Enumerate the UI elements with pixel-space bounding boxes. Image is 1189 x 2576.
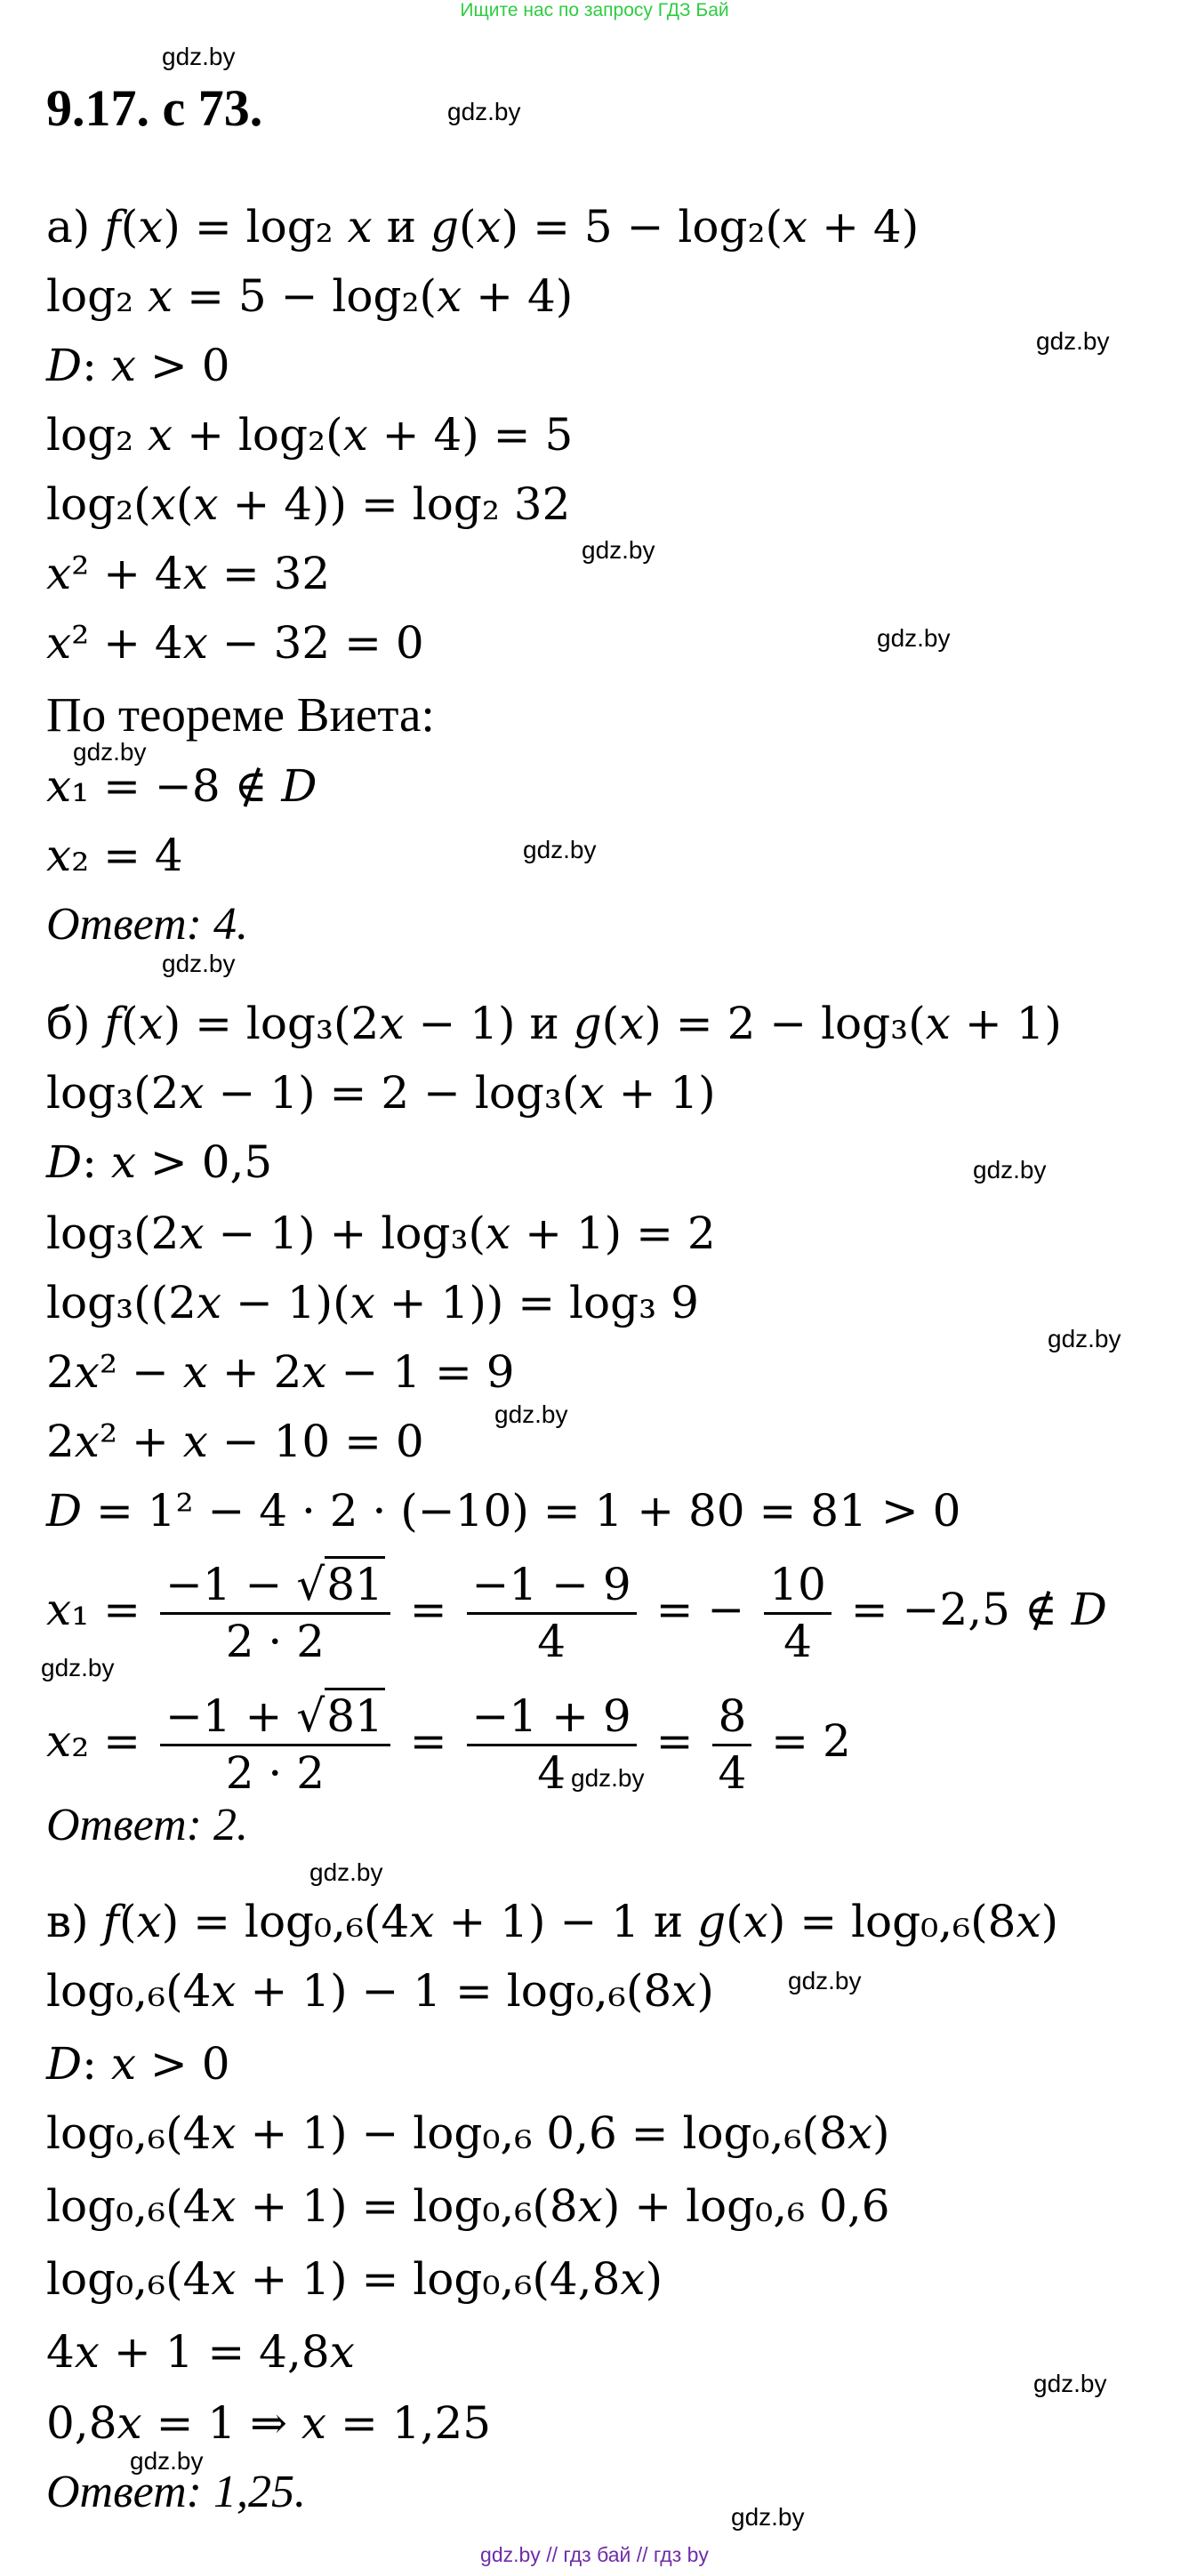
- part-b-root-2: 𝑥₂ = $\frac{-1 + √81}{2 \cdot 2}$ = $\frac{-1 + 9}{4}$ = $\frac{8}{4}$ = 2: [46, 1679, 851, 1803]
- part-c-step: log₀,₆(4𝑥 + 1) = log₀,₆(4,8𝑥): [46, 2253, 663, 2305]
- watermark: gdz.by: [447, 98, 521, 125]
- part-b-answer: Ответ: 2.: [46, 1800, 248, 1850]
- part-b-condition: б) 𝑓(𝑥) = log₃(2𝑥 − 1) и 𝑔(𝑥) = 2 − log₃(𝑥 + 1): [46, 998, 1062, 1049]
- part-a-root-1: 𝑥₁ = −8 ∉ 𝐷: [46, 760, 317, 812]
- exercise-title: 9.17. с 73.: [46, 79, 263, 137]
- radicand: 81: [325, 1688, 385, 1742]
- part-c-step: 4𝑥 + 1 = 4,8𝑥: [46, 2326, 355, 2378]
- part-b-step: log₃((2𝑥 − 1)(𝑥 + 1)) = log₃ 9: [46, 1277, 699, 1328]
- part-c-answer: Ответ: 1,25.: [46, 2467, 306, 2517]
- part-c-step: log₀,₆(4𝑥 + 1) = log₀,₆(8𝑥) + log₀,₆ 0,6: [46, 2180, 890, 2232]
- watermark: gdz.by: [973, 1156, 1047, 1184]
- root-lhs: 𝑥₁ =: [46, 1584, 141, 1635]
- part-c-step: log₀,₆(4𝑥 + 1) − log₀,₆ 0,6 = log₀,₆(8𝑥): [46, 2107, 890, 2159]
- part-b-step: 2𝑥² − 𝑥 + 2𝑥 − 1 = 9: [46, 1346, 515, 1398]
- part-c-domain: 𝐷: 𝑥 > 0: [46, 2038, 230, 2090]
- watermark: gdz.by: [1048, 1325, 1121, 1352]
- part-c-condition: в) 𝑓(𝑥) = log₀,₆(4𝑥 + 1) − 1 и 𝑔(𝑥) = log₀,₆(8𝑥): [46, 1896, 1059, 1947]
- part-b-discriminant: 𝐷 = 1² − 4 · 2 · (−10) = 1 + 80 = 81 > 0: [46, 1485, 961, 1537]
- part-a-condition: а) 𝑓(𝑥) = log₂ 𝑥 и 𝑔(𝑥) = 5 − log₂(𝑥 + 4): [46, 201, 920, 253]
- fraction: $\frac{-1 - √81}{2 \cdot 2}$: [160, 1561, 390, 1665]
- fraction: $\frac{-1 + 9}{4}$: [467, 1693, 637, 1796]
- part-b-step: log₃(2𝑥 − 1) + log₃(𝑥 + 1) = 2: [46, 1208, 716, 1259]
- fraction: $\frac{-1 + √81}{2 \cdot 2}$: [160, 1693, 390, 1796]
- part-b-step: 2𝑥² + 𝑥 − 10 = 0: [46, 1416, 424, 1467]
- fraction: $\frac{-1 - 9}{4}$: [467, 1561, 637, 1665]
- part-a-step: 𝑥² + 4𝑥 = 32: [46, 548, 331, 599]
- part-c-step: 0,8𝑥 = 1 ⇒ 𝑥 = 1,25: [46, 2397, 492, 2449]
- watermark: gdz.by: [877, 624, 951, 652]
- watermark: gdz.by: [1033, 2370, 1107, 2397]
- part-b-root-1: 𝑥₁ = $\frac{-1 - √81}{2 \cdot 2}$ = $\frac{-1 - 9}{4}$ = − $\frac{10}{4}$ = −2,5 ∉ 𝐷: [46, 1547, 1107, 1672]
- watermark: gdz.by: [494, 1400, 568, 1428]
- fraction: $\frac{10}{4}$: [764, 1561, 831, 1665]
- part-a-answer: Ответ: 4.: [46, 899, 248, 950]
- watermark: gdz.by: [162, 950, 236, 977]
- radicand: 81: [325, 1556, 385, 1610]
- part-a-root-2: 𝑥₂ = 4: [46, 830, 183, 881]
- part-c-equation: log₀,₆(4𝑥 + 1) − 1 = log₀,₆(8𝑥): [46, 1965, 714, 2017]
- part-a-domain: 𝐷: 𝑥 > 0: [46, 340, 230, 391]
- footer-links[interactable]: gdz.by // гдз бай // гдз by: [480, 2543, 709, 2566]
- part-a-step: log₂ 𝑥 + log₂(𝑥 + 4) = 5: [46, 409, 574, 461]
- fraction: $\frac{8}{4}$: [712, 1693, 751, 1796]
- watermark: gdz.by: [731, 2503, 805, 2531]
- watermark: gdz.by: [1036, 327, 1110, 355]
- part-a-equation: log₂ 𝑥 = 5 − log₂(𝑥 + 4): [46, 270, 574, 322]
- watermark: gdz.by: [130, 2447, 204, 2475]
- part-b-equation: log₃(2𝑥 − 1) = 2 − log₃(𝑥 + 1): [46, 1067, 716, 1119]
- watermark: gdz.by: [582, 536, 655, 564]
- watermark: gdz.by: [309, 1858, 383, 1886]
- watermark: gdz.by: [41, 1654, 115, 1681]
- watermark: gdz.by: [571, 1764, 645, 1792]
- watermark: gdz.by: [523, 836, 597, 863]
- watermark: gdz.by: [788, 1967, 862, 1994]
- part-a-step: log₂(𝑥(𝑥 + 4)) = log₂ 32: [46, 478, 571, 530]
- watermark: gdz.by: [73, 738, 147, 766]
- root-lhs: 𝑥₂ =: [46, 1715, 141, 1767]
- watermark: gdz.by: [162, 43, 236, 70]
- search-banner[interactable]: Ищите нас по запросу ГДЗ Бай: [460, 0, 729, 20]
- part-a-vieta: По теореме Виета:: [46, 687, 435, 742]
- part-a-step: 𝑥² + 4𝑥 − 32 = 0: [46, 617, 424, 669]
- part-b-domain: 𝐷: 𝑥 > 0,5: [46, 1136, 273, 1188]
